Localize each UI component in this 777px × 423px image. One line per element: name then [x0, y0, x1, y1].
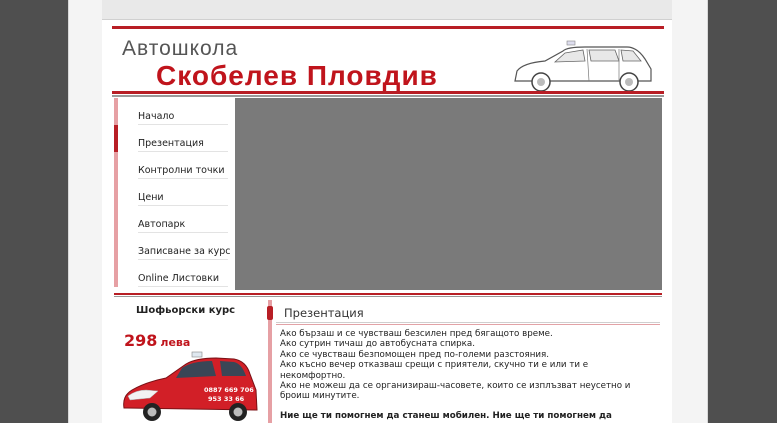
window-background-right: [707, 0, 777, 423]
menu-item-presentation[interactable]: Презентация: [114, 125, 234, 152]
text-line: Ако не можеш да се организираш-часовете, които се изплъзват неусетно и: [280, 381, 631, 392]
text-line: Ако късно вечер отказваш срещи с приятели, скучно ти е или ти е: [280, 360, 589, 371]
text-line: броиш минутите.: [280, 391, 360, 402]
text-line: некомфортно.: [280, 370, 346, 381]
site-header: [112, 26, 664, 96]
price-unit: лева: [160, 336, 191, 349]
title-underline: [276, 322, 660, 323]
menu-item-checkpoints[interactable]: Контролни точки: [114, 152, 234, 179]
page: [102, 0, 672, 423]
presentation-title: Презентация: [284, 306, 364, 320]
text-line: Ако бързаш и се чувстваш безсилен пред бягащото време.: [280, 329, 553, 339]
text-line: Ако сутрин тичаш до автобусната спирка.: [280, 339, 475, 350]
content-scrollbar-thumb[interactable]: [267, 306, 273, 320]
price-value: 298: [124, 331, 158, 350]
page-frame-left: [68, 0, 102, 423]
main-menu: [114, 98, 234, 290]
text-line: Ако се чувстваш безпомощен пред по-големи разстояния.: [280, 349, 550, 360]
top-bar: [102, 0, 672, 20]
school-car-image: [120, 350, 260, 423]
course-promo: [114, 298, 264, 423]
course-price: [124, 331, 190, 350]
car-phone-1: 0887 669 706: [204, 386, 254, 394]
header-divider-grey: [112, 95, 664, 97]
header-divider: [112, 91, 664, 94]
banner-area: [235, 98, 662, 290]
presentation-text: [280, 329, 650, 421]
section-divider: [114, 293, 662, 295]
bold-text-line: Ние ще ти помогнем да станеш мобилен. Ние ще ти помогнем да: [280, 410, 612, 421]
presentation-section: [276, 300, 660, 423]
site-title-line1: Автошкола: [122, 37, 239, 60]
course-title: Шофьорски курс: [136, 305, 236, 316]
car-phone-2: 953 33 66: [208, 395, 245, 403]
title-underline-accent: [276, 324, 660, 325]
menu-item-online-leaflets[interactable]: Online Листовки: [114, 260, 234, 287]
section-divider-grey: [114, 296, 662, 297]
page-frame-right: [672, 0, 708, 423]
window-background-left: [0, 0, 68, 423]
menu-item-home[interactable]: Начало: [114, 98, 234, 125]
menu-item-fleet[interactable]: Автопарк: [114, 206, 234, 233]
menu-item-enrollment[interactable]: Записване за курс: [114, 233, 234, 260]
menu-item-prices[interactable]: Цени: [114, 179, 234, 206]
header-car-icon: [505, 37, 655, 97]
site-title-line2: Скобелев Пловдив: [156, 60, 438, 91]
